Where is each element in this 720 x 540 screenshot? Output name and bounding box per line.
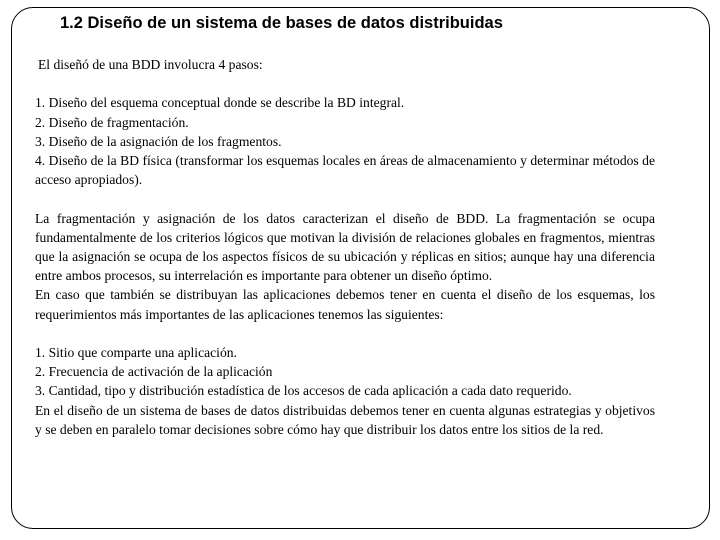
- spacer: [35, 189, 655, 208]
- requirement-item: 2. Frecuencia de activación de la aplicación: [35, 364, 273, 380]
- spacer: [35, 324, 655, 343]
- intro-text: El diseñó de una BDD involucra 4 pasos:: [38, 57, 263, 72]
- strategies-paragraph: En el diseño de un sistema de bases de datos distribuidas debemos tener en cuenta algunas estrategias y objetivos y se deben en paralelo tomar decisiones sobre cómo hay que distribuir los datos entre los sitios de la red.: [35, 402, 655, 437]
- step-item: 2. Diseño de fragmentación.: [35, 114, 189, 130]
- applications-paragraph: En caso que también se distribuyan las aplicaciones debemos tener en cuenta el diseño de los esquemas, los requerimientos más importantes de las aplicaciones tenemos las siguientes:: [35, 287, 655, 322]
- step-item: 4. Diseño de la BD física (transformar los esquemas locales en áreas de almacenamiento y determinar métodos de acceso apropiados).: [35, 153, 655, 188]
- step-item: 3. Diseño de la asignación de los fragmentos.: [35, 133, 282, 149]
- requirement-item: 3. Cantidad, tipo y distribución estadística de los accesos de cada aplicación a cada dato requerido.: [35, 383, 572, 399]
- spacer: [35, 74, 655, 93]
- step-item: 1. Diseño del esquema conceptual donde se describe la BD integral.: [35, 95, 405, 111]
- slide-title: 1.2 Diseño de un sistema de bases de datos distribuidas: [60, 14, 503, 32]
- slide-body: [35, 55, 655, 439]
- requirement-item: 1. Sitio que comparte una aplicación.: [35, 345, 237, 360]
- fragmentation-paragraph: La fragmentación y asignación de los datos caracterizan el diseño de BDD. La fragmentación se ocupa fundamentalmente de los criterios lógicos que motivan la división de relaciones globales en fragmentos, mientras que la asignación se ocupa de los aspectos físicos de su ubicación y réplicas en sitios; aunque hay una diferencia entre ambos procesos, su interrelación es importante para obtener un diseño óptimo.: [35, 210, 655, 284]
